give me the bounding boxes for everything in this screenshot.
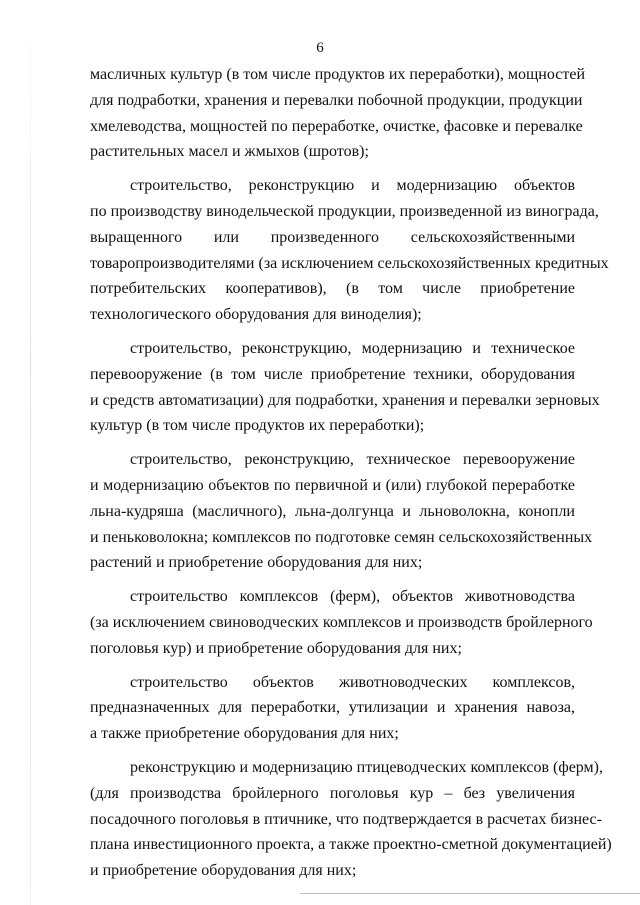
paragraph bbox=[90, 336, 600, 439]
scan-edge-bottom bbox=[300, 893, 640, 894]
scan-edge-left bbox=[30, 0, 31, 905]
text-line: посадочного поголовья в птичнике, что подтверждается в расчетах бизнес- bbox=[90, 810, 602, 828]
text-line: масличных культур (в том числе продуктов их переработки), мощностей bbox=[90, 66, 586, 83]
text-line: товаропроизводителями (за исключением сельскохозяйственных кредитных bbox=[90, 254, 609, 272]
text-line: выращенного или произведенного сельскохозяйственными bbox=[90, 228, 575, 246]
paragraph bbox=[90, 173, 609, 328]
text-line: строительство комплексов (ферм), объектов животноводства bbox=[130, 588, 575, 606]
paragraph bbox=[90, 62, 586, 165]
paragraph bbox=[90, 670, 575, 747]
paragraph-gap bbox=[90, 328, 575, 336]
text-line: а также приобретение оборудования для них; bbox=[90, 725, 399, 743]
paragraph-gap bbox=[90, 747, 575, 755]
text-line: и пеньковолокна; комплексов по подготовке семян сельскохозяйственных bbox=[90, 528, 593, 546]
text-line: поголовья кур) и приобретение оборудования для них; bbox=[90, 639, 462, 657]
text-line: растительных масел и жмыхов (шротов); bbox=[90, 143, 369, 161]
paragraph-gap bbox=[90, 576, 575, 584]
text-line: предназначенных для переработки, утилизации и хранения навоза, bbox=[90, 699, 575, 717]
text-line: растений и приобретение оборудования для них; bbox=[90, 554, 423, 572]
text-line: технологического оборудования для виноделия); bbox=[90, 306, 422, 324]
text-line: (для производства бройлерного поголовья кур – без увеличения bbox=[90, 784, 575, 802]
text-line: потребительских кооперативов), (в том числе приобретение bbox=[90, 280, 575, 298]
paragraph bbox=[90, 755, 612, 884]
text-line: и средств автоматизации) для подработки, хранения и перевалки зерновых bbox=[90, 391, 600, 409]
paragraph bbox=[90, 584, 593, 661]
text-line: реконструкцию и модернизацию птицеводческих комплексов (ферм), bbox=[130, 758, 604, 776]
paragraph-gap bbox=[90, 439, 575, 447]
text-line: перевооружение (в том числе приобретение техники, оборудования bbox=[90, 365, 575, 383]
text-line: культур (в том числе продуктов их переработки); bbox=[90, 417, 425, 435]
text-line: льна-кудряша (масличного), льна-долгунца и льноволокна, конопли bbox=[90, 502, 575, 520]
text-line: по производству винодельческой продукции, произведенной из винограда, bbox=[90, 202, 599, 220]
paragraph-gap bbox=[90, 165, 575, 173]
text-line: строительство объектов животноводческих комплексов, bbox=[130, 673, 575, 691]
text-line: строительство, реконструкцию и модернизацию объектов bbox=[130, 177, 575, 195]
text-line: строительство, реконструкцию, модернизацию и техническое bbox=[130, 339, 575, 357]
text-line: плана инвестиционного проекта, а также проектно-сметной документацией) bbox=[90, 836, 612, 854]
text-line: и модернизацию объектов по первичной и (или) глубокой переработке bbox=[90, 476, 575, 494]
text-line: хмелеводства, мощностей по переработке, очистке, фасовке и перевалке bbox=[90, 117, 583, 135]
page-number: 6 bbox=[316, 40, 324, 56]
document-body bbox=[90, 62, 612, 884]
text-line: и приобретение оборудования для них; bbox=[90, 862, 357, 880]
text-line: для подработки, хранения и перевалки побочной продукции, продукции bbox=[90, 91, 583, 109]
paragraph-gap bbox=[90, 662, 575, 670]
text-line: строительство, реконструкцию, техническое перевооружение bbox=[130, 451, 575, 469]
text-line: (за исключением свиноводческих комплексов и производств бройлерного bbox=[90, 613, 593, 631]
paragraph bbox=[90, 447, 593, 576]
